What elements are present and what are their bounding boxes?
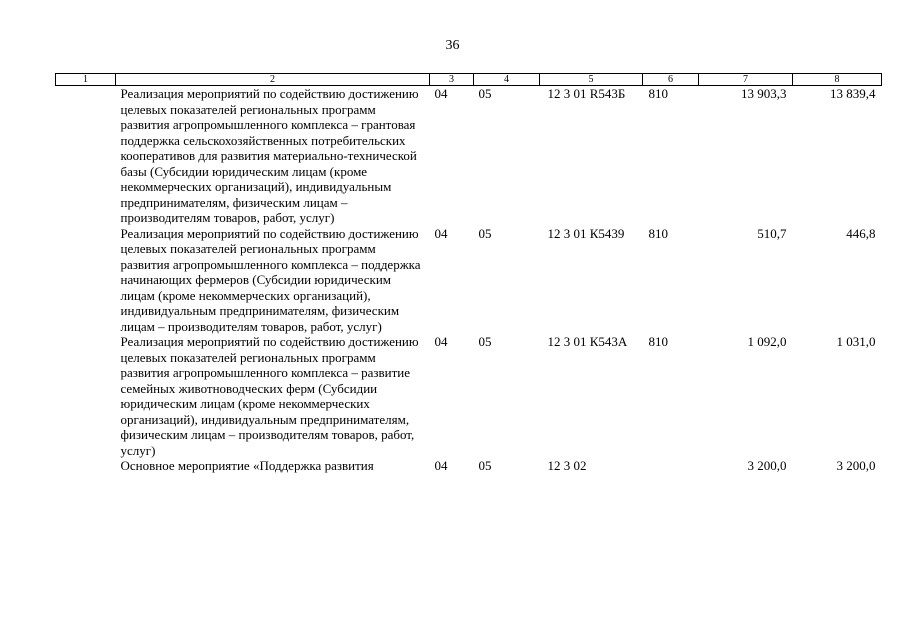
header-col-1: 1 <box>56 74 116 86</box>
row-target-article: 12 3 02 <box>547 458 587 473</box>
table-row <box>56 458 882 474</box>
row-target-article: 12 3 01 К543А <box>547 334 628 349</box>
header-col-7: 7 <box>699 74 793 86</box>
header-col-3: 3 <box>430 74 474 86</box>
page-number: 36 <box>445 38 460 53</box>
row-number <box>56 226 116 335</box>
header-col-5: 5 <box>540 74 643 86</box>
row-sum-2: 1 031,0 <box>836 334 876 349</box>
row-number <box>56 334 116 458</box>
row-name: Основное мероприятие «Поддержка развития <box>120 458 374 473</box>
row-expense-type: 810 <box>648 334 668 349</box>
row-expense-type: 810 <box>648 86 668 101</box>
header-col-4: 4 <box>474 74 540 86</box>
row-target-article: 12 3 01 R543Б <box>547 86 626 101</box>
row-section: 04 <box>434 86 448 101</box>
row-subsection: 05 <box>478 86 492 101</box>
header-col-2: 2 <box>116 74 430 86</box>
row-name: Реализация мероприятий по содействию достижению целевых показателей региональных программ развития агропромышленного комплекса – развитие семейных животноводческих ферм (Субсидии юридическим лицам (кроме некоммерческих организаций), индивидуальным предпринимателям, физическим лицам – производителям товаров, работ, услуг) <box>120 334 419 458</box>
header-col-6: 6 <box>643 74 699 86</box>
row-sum-1: 1 092,0 <box>747 334 787 349</box>
row-sum-1: 3 200,0 <box>747 458 787 473</box>
row-sum-2: 3 200,0 <box>836 458 876 473</box>
row-sum-1: 13 903,3 <box>741 86 787 101</box>
row-subsection: 05 <box>478 458 492 473</box>
budget-table <box>55 73 882 474</box>
row-expense-type: 810 <box>648 225 668 241</box>
row-target-article: 12 3 01 К5439 <box>547 225 625 241</box>
table-row <box>56 86 882 226</box>
header-col-8: 8 <box>793 74 882 86</box>
row-subsection: 05 <box>478 334 492 349</box>
row-expense-type <box>643 458 699 474</box>
row-section: 04 <box>434 334 448 349</box>
row-name: Реализация мероприятий по содействию достижению целевых показателей региональных программ развития агропромышленного комплекса – грантовая поддержка сельскохозяйственных потребительских кооперативов для развития материально-технической базы (Субсидии юридическим лицам (кроме некоммерческих организаций), индивидуальным предпринимателям, физическим лицам – производителям товаров, работ, услуг) <box>120 86 419 225</box>
row-sum-2: 446,8 <box>846 225 876 241</box>
table-header <box>56 74 882 86</box>
table-row <box>56 226 882 335</box>
row-number <box>56 458 116 474</box>
row-name: Реализация мероприятий по содействию достижению целевых показателей региональных программ развития агропромышленного комплекса – поддержка начинающих фермеров (Субсидии юридическим лицам (кроме некоммерческих организаций), индивидуальным предпринимателям, физическим лицам – производителям товаров, работ, услуг) <box>120 225 421 334</box>
row-number <box>56 86 116 226</box>
row-subsection: 05 <box>478 225 492 241</box>
row-section: 04 <box>434 458 448 473</box>
row-sum-1: 510,7 <box>757 225 787 241</box>
row-section: 04 <box>434 225 448 241</box>
table-row <box>56 334 882 458</box>
row-sum-2: 13 839,4 <box>830 86 876 101</box>
